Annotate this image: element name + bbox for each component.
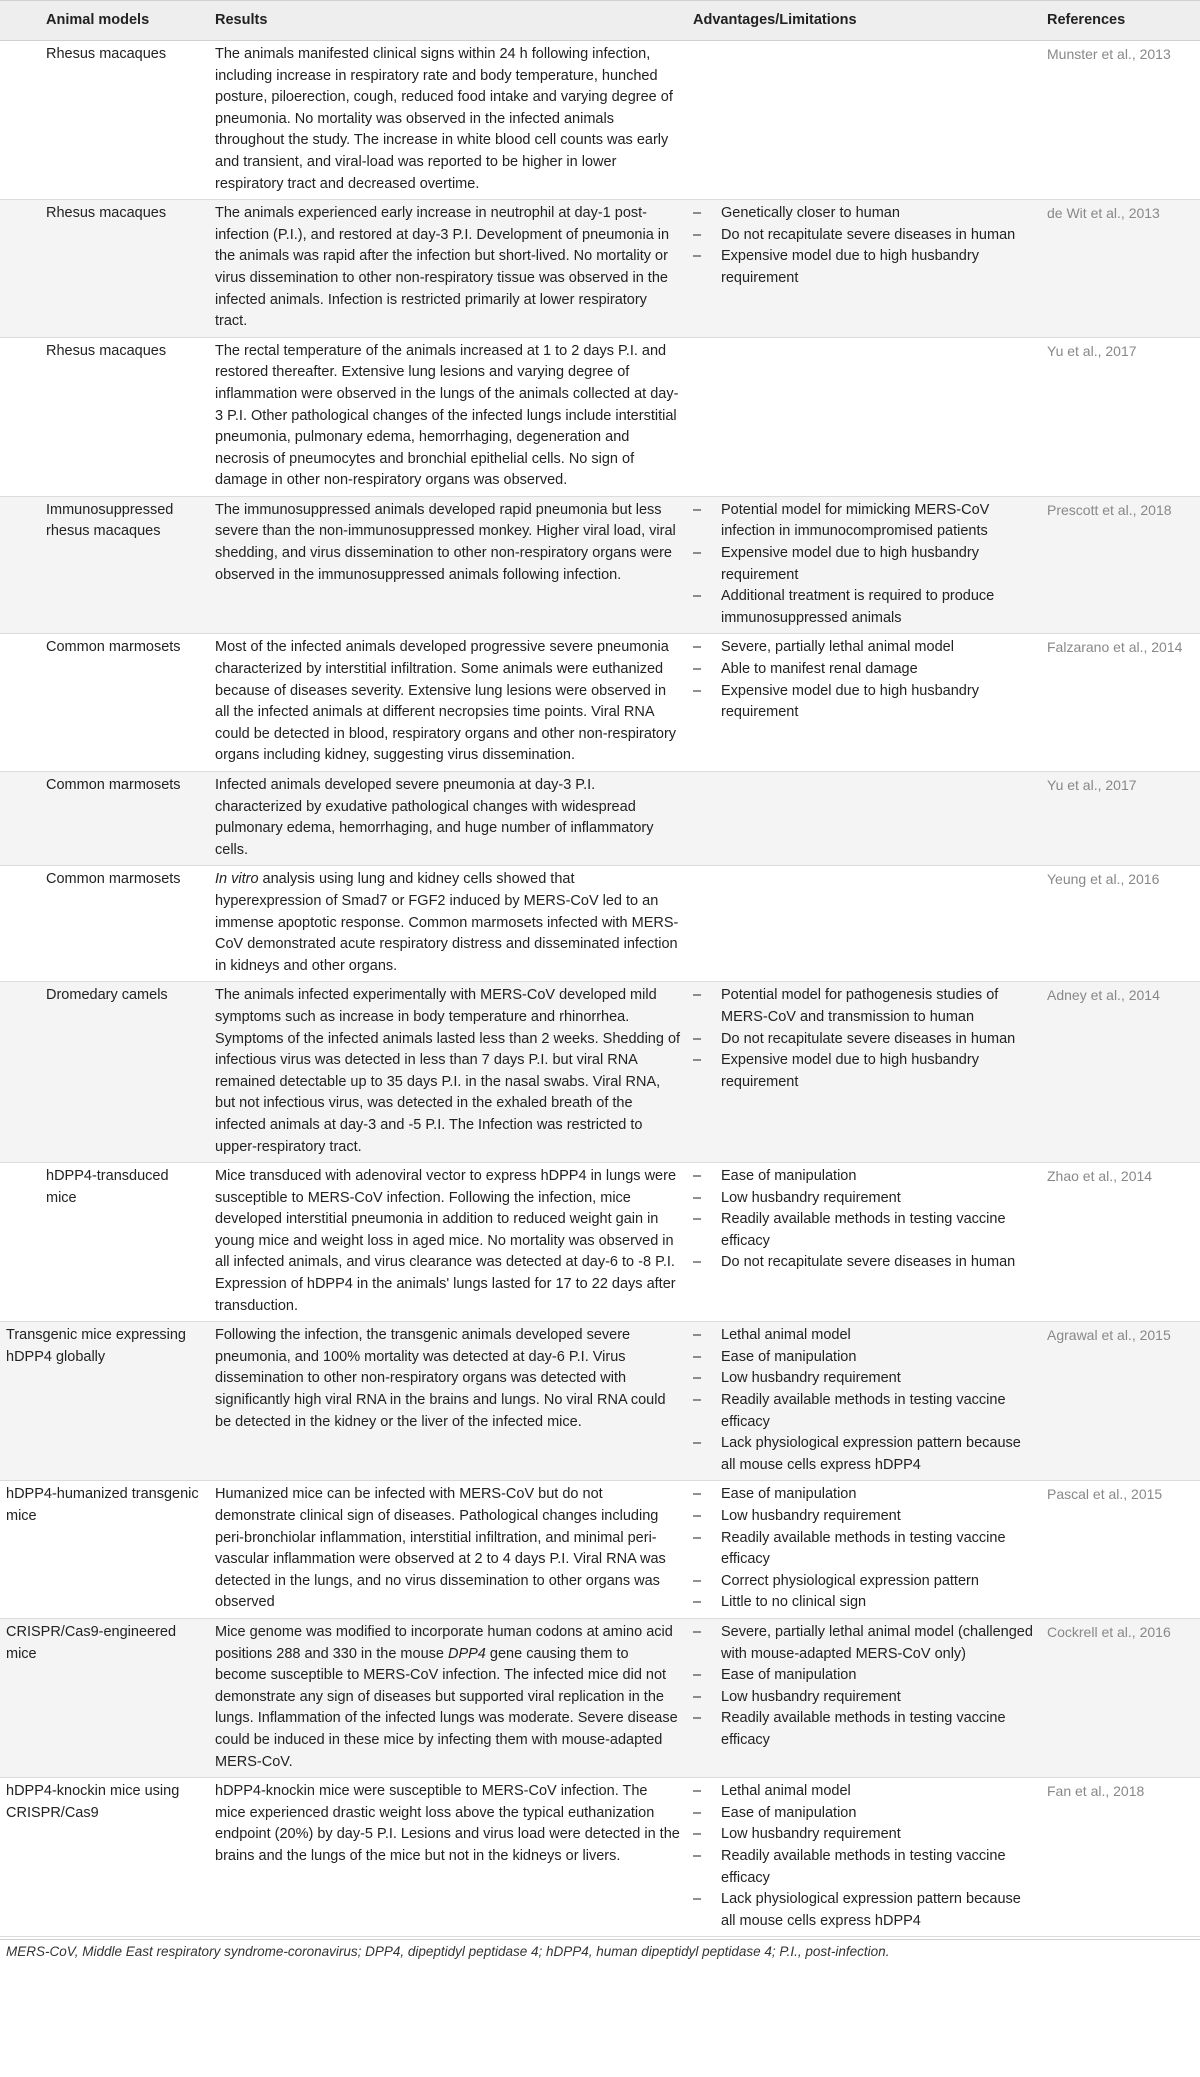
- animal-model-cell: hDPP4-knockin mice using CRISPR/Cas9: [0, 1778, 209, 1937]
- results-text: Following the infection, the transgenic animals developed severe pneumonia, and 100% mortality was detected at day-6 P.I. Virus dissemination to other non-respiratory organs was detected with significantly high viral RNA in the brains and lungs. No viral RNA could be detected in the kidney or the liver of the infected mice.: [215, 1327, 666, 1430]
- results-text: Humanized mice can be infected with MERS-CoV but do not demonstrate clinical sign of diseases. Pathological changes including peri-bronchiolar inflammation, interstitial infiltration, and minimal peri-vascular inflammation were observed at 2 to 4 days P.I. Viral RNA was detected in the lungs, and no virus dissemination to other organs was observed: [215, 1486, 666, 1611]
- animal-model-cell: Common marmosets: [0, 772, 209, 866]
- advantage-item: – Severe, partially lethal animal model (challenged with mouse-adapted MERS-CoV only): [693, 1622, 1035, 1665]
- table-row: [0, 1618, 1200, 1777]
- header-row: [0, 1, 1200, 41]
- header-animal-models: Animal models: [0, 1, 209, 41]
- advantages-cell: [687, 496, 1041, 634]
- table-row: [0, 41, 1200, 200]
- results-cell: [209, 1778, 687, 1937]
- table-header: [0, 1, 1200, 41]
- results-text: hDPP4-knockin mice were susceptible to MERS-CoV infection. The mice experienced drastic weight loss above the typical euthanization endpoint (20%) by day-5 P.I. Lesions and virus load were detected in the brains and the lungs of the mice but not in the kidneys or livers.: [215, 1783, 680, 1864]
- results-cell: [209, 337, 687, 496]
- results-cell: [209, 1163, 687, 1322]
- results-cell: [209, 982, 687, 1163]
- advantage-item: – Lethal animal model: [693, 1781, 1035, 1803]
- reference-cell: Prescott et al., 2018: [1041, 496, 1200, 634]
- table-row: [0, 1481, 1200, 1619]
- advantage-item: – Readily available methods in testing vaccine efficacy: [693, 1390, 1035, 1433]
- table-row: [0, 200, 1200, 338]
- table-row: [0, 1778, 1200, 1937]
- results-cell: [209, 866, 687, 982]
- advantage-item: – Low husbandry requirement: [693, 1824, 1035, 1846]
- advantage-item: – Ease of manipulation: [693, 1347, 1035, 1369]
- reference-cell: Fan et al., 2018: [1041, 1778, 1200, 1937]
- results-cell: [209, 496, 687, 634]
- advantage-item: – Genetically closer to human: [693, 203, 1035, 225]
- results-text: analysis using lung and kidney cells showed that hyperexpression of Smad7 or FGF2 induced by MERS-CoV led to an immense apoptotic response. Common marmosets infected with MERS-CoV demonstrated acute respiratory distress and disseminated infection in kidneys and other organs.: [215, 871, 679, 974]
- results-cell: [209, 1618, 687, 1777]
- advantages-cell: [687, 982, 1041, 1163]
- advantages-cell: [687, 866, 1041, 982]
- advantages-cell: [687, 200, 1041, 338]
- reference-cell: Pascal et al., 2015: [1041, 1481, 1200, 1619]
- advantages-cell: [687, 1481, 1041, 1619]
- reference-cell: Adney et al., 2014: [1041, 982, 1200, 1163]
- results-text: The animals manifested clinical signs within 24 h following infection, including increase in respiratory rate and body temperature, hunched posture, piloerection, cough, reduced food intake and varying degree of pneumonia. No mortality was observed in the infected animals throughout the study. The increase in white blood cell counts was early and transient, and viral-load was reported to be higher in lower respiratory tract and decreased overtime.: [215, 46, 673, 192]
- advantages-list: [693, 985, 1035, 1093]
- advantages-cell: [687, 1618, 1041, 1777]
- animal-model-cell: Rhesus macaques: [0, 200, 209, 338]
- advantage-item: – Potential model for pathogenesis studies of MERS-CoV and transmission to human: [693, 985, 1035, 1028]
- table-row: [0, 634, 1200, 772]
- table-body: [0, 41, 1200, 1937]
- results-text: The animals infected experimentally with MERS-CoV developed mild symptoms such as increase in body temperature and rhinorrhea. Symptoms of the infected animals lasted less than 2 weeks. Shedding of infectious virus was detected in less than 7 days P.I. but viral RNA remained detectable up to 35 days P.I. in the nasal swabs. Viral RNA, but not infectious virus, was detected in the exhaled breath of the infected animals at day-3 and -5 P.I. The Infection was restricted to upper-respiratory tract.: [215, 987, 681, 1155]
- advantage-item: – Potential model for mimicking MERS-CoV infection in immunocompromised patients: [693, 500, 1035, 543]
- results-cell: [209, 634, 687, 772]
- results-italic-text: In vitro: [215, 871, 259, 888]
- animal-model-cell: Transgenic mice expressing hDPP4 globally: [0, 1322, 209, 1481]
- advantages-list: [693, 1781, 1035, 1932]
- advantages-list: [693, 637, 1035, 723]
- advantage-item: – Ease of manipulation: [693, 1803, 1035, 1825]
- advantage-item: – Low husbandry requirement: [693, 1188, 1035, 1210]
- table-row: [0, 496, 1200, 634]
- results-italic-text: DPP4: [447, 1645, 486, 1662]
- results-text: Most of the infected animals developed progressive severe pneumonia characterized by interstitial infiltration. Some animals were euthanized because of diseases severity. Extensive lung lesions were observed in all the infected animals at different necropsies time points. Viral RNA could be detected in blood, respiratory organs and other non-respiratory organs including kidney, suggesting virus dissemination.: [215, 639, 677, 764]
- advantages-cell: [687, 41, 1041, 200]
- advantage-item: – Ease of manipulation: [693, 1665, 1035, 1687]
- reference-cell: Zhao et al., 2014: [1041, 1163, 1200, 1322]
- advantage-item: – Do not recapitulate severe diseases in human: [693, 225, 1035, 247]
- table-row: [0, 772, 1200, 866]
- table-row: [0, 1163, 1200, 1322]
- advantage-item: – Do not recapitulate severe diseases in human: [693, 1252, 1035, 1274]
- results-cell: [209, 772, 687, 866]
- results-text: Infected animals developed severe pneumonia at day-3 P.I. characterized by exudative pathological changes with widespread pulmonary edema, hemorrhaging, and huge number of inflammatory cells.: [215, 777, 654, 858]
- results-text: Mice transduced with adenoviral vector to express hDPP4 in lungs were susceptible to MERS-CoV infection. Following the infection, mice developed interstitial pneumonia in addition to reduced weight gain in young mice and weight loss in aged mice. No mortality was observed in all infected animals, and virus clearance was detected at day-6 to -8 P.I. Expression of hDPP4 in the animals' lungs lasted for 17 to 22 days after transduction.: [215, 1168, 677, 1314]
- header-references: References: [1041, 1, 1200, 41]
- advantage-item: – Expensive model due to high husbandry requirement: [693, 246, 1035, 289]
- animal-model-cell: Rhesus macaques: [0, 337, 209, 496]
- advantage-item: – Able to manifest renal damage: [693, 659, 1035, 681]
- advantages-list: [693, 1622, 1035, 1752]
- advantage-item: – Low husbandry requirement: [693, 1506, 1035, 1528]
- table-row: [0, 1322, 1200, 1481]
- results-text: The rectal temperature of the animals increased at 1 to 2 days P.I. and restored thereafter. Extensive lung lesions and varying degree of inflammation were observed in the lungs of the animals collected at day-3 P.I. Other pathological changes of the infected lungs include interstitial pneumonia, pulmonary edema, hemorrhaging, degeneration and necrosis of pneumocytes and bronchial epithelial cells. No sign of damage in other non-respiratory organs was observed.: [215, 342, 679, 489]
- advantages-list: [693, 1166, 1035, 1274]
- animal-model-cell: Common marmosets: [0, 866, 209, 982]
- advantages-cell: [687, 634, 1041, 772]
- advantages-cell: [687, 1163, 1041, 1322]
- reference-cell: Yu et al., 2017: [1041, 337, 1200, 496]
- advantages-cell: [687, 772, 1041, 866]
- animal-model-cell: Immunosuppressed rhesus macaques: [0, 496, 209, 634]
- advantage-item: – Readily available methods in testing vaccine efficacy: [693, 1846, 1035, 1889]
- advantage-item: – Expensive model due to high husbandry requirement: [693, 1050, 1035, 1093]
- advantage-item: – Low husbandry requirement: [693, 1687, 1035, 1709]
- advantages-list: [693, 1325, 1035, 1476]
- animal-model-cell: hDPP4-humanized transgenic mice: [0, 1481, 209, 1619]
- reference-cell: Yu et al., 2017: [1041, 772, 1200, 866]
- results-text: The animals experienced early increase in neutrophil at day-1 post-infection (P.I.), and restored at day-3 P.I. Development of pneumonia in the animals was rapid after the infection but short-lived. No mortality or virus dissemination to other non-respiratory tissue was observed in the infected animals. Infection is restricted primarily at lower respiratory tract.: [215, 205, 670, 330]
- advantage-item: – Ease of manipulation: [693, 1166, 1035, 1188]
- table-row: [0, 337, 1200, 496]
- advantage-item: – Readily available methods in testing vaccine efficacy: [693, 1528, 1035, 1571]
- advantage-item: – Expensive model due to high husbandry requirement: [693, 543, 1035, 586]
- advantage-item: – Lack physiological expression pattern because all mouse cells express hDPP4: [693, 1433, 1035, 1476]
- advantages-list: [693, 1484, 1035, 1614]
- animal-model-cell: CRISPR/Cas9-engineered mice: [0, 1618, 209, 1777]
- reference-cell: de Wit et al., 2013: [1041, 200, 1200, 338]
- reference-cell: Cockrell et al., 2016: [1041, 1618, 1200, 1777]
- reference-cell: Munster et al., 2013: [1041, 41, 1200, 200]
- advantage-item: – Little to no clinical sign: [693, 1592, 1035, 1614]
- results-text-pre: Mice genome was modified to incorporate human codons at amino acid positions 288 and 330 in the mouse: [215, 1623, 673, 1662]
- advantage-item: – Do not recapitulate severe diseases in human: [693, 1029, 1035, 1051]
- advantages-list: [693, 203, 1035, 289]
- animal-model-cell: hDPP4-transduced mice: [0, 1163, 209, 1322]
- advantage-item: – Readily available methods in testing vaccine efficacy: [693, 1708, 1035, 1751]
- advantage-item: – Low husbandry requirement: [693, 1368, 1035, 1390]
- table-footnote: MERS-CoV, Middle East respiratory syndrome-coronavirus; DPP4, dipeptidyl peptidase 4; hDPP4, human dipeptidyl peptidase 4; P.I., post-infection.: [0, 1939, 1200, 1963]
- advantages-cell: [687, 1322, 1041, 1481]
- advantage-item: – Readily available methods in testing vaccine efficacy: [693, 1209, 1035, 1252]
- advantage-item: – Correct physiological expression pattern: [693, 1571, 1035, 1593]
- advantage-item: – Lethal animal model: [693, 1325, 1035, 1347]
- advantage-item: – Expensive model due to high husbandry requirement: [693, 681, 1035, 724]
- results-cell: [209, 1481, 687, 1619]
- animal-model-cell: Dromedary camels: [0, 982, 209, 1163]
- advantage-item: – Lack physiological expression pattern because all mouse cells express hDPP4: [693, 1889, 1035, 1932]
- advantage-item: – Additional treatment is required to produce immunosuppressed animals: [693, 586, 1035, 629]
- header-results: Results: [209, 1, 687, 41]
- table-row: [0, 866, 1200, 982]
- advantages-cell: [687, 1778, 1041, 1937]
- results-text: The immunosuppressed animals developed rapid pneumonia but less severe than the non-immunosuppressed monkey. Higher viral load, viral shedding, and virus dissemination to other non-respiratory organs were observed in the immunosuppressed animals following infection.: [215, 501, 676, 583]
- animal-model-cell: Rhesus macaques: [0, 41, 209, 200]
- results-text: gene causing them to become susceptible to MERS-CoV infection. The infected mice did not demonstrate any sign of diseases but supported viral replication in the lungs. Inflammation of the infected lungs was moderate. Severe disease could be induced in these mice by infecting them with mouse-adapted MERS-CoV.: [215, 1645, 678, 1770]
- header-advantages-limitations: Advantages/Limitations: [687, 1, 1041, 41]
- results-cell: [209, 200, 687, 338]
- advantages-cell: [687, 337, 1041, 496]
- results-cell: [209, 1322, 687, 1481]
- reference-cell: Falzarano et al., 2014: [1041, 634, 1200, 772]
- reference-cell: Agrawal et al., 2015: [1041, 1322, 1200, 1481]
- animal-model-cell: Common marmosets: [0, 634, 209, 772]
- advantage-item: – Ease of manipulation: [693, 1484, 1035, 1506]
- advantage-item: – Severe, partially lethal animal model: [693, 637, 1035, 659]
- table-row: [0, 982, 1200, 1163]
- results-cell: [209, 41, 687, 200]
- reference-cell: Yeung et al., 2016: [1041, 866, 1200, 982]
- advantages-list: [693, 500, 1035, 630]
